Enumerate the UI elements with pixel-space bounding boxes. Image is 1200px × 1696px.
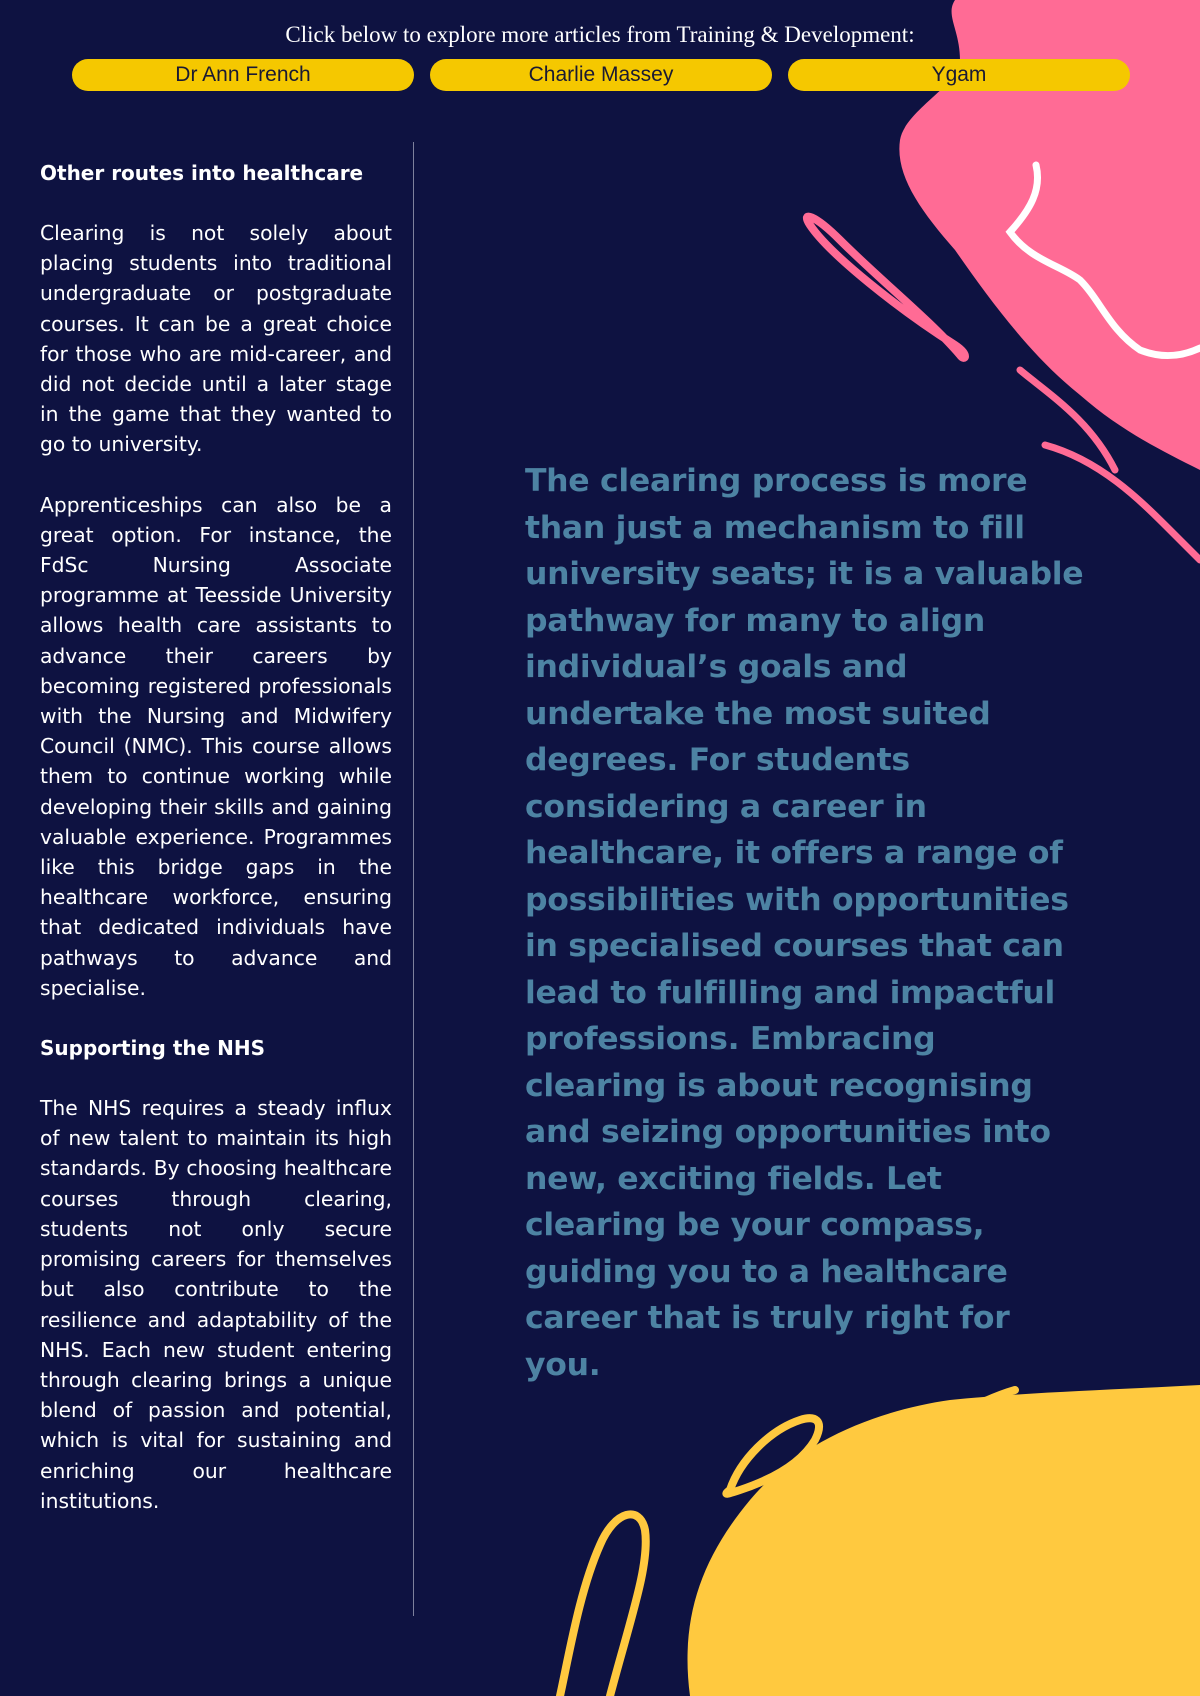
dr-ann-french-button[interactable]: Dr Ann French <box>72 59 414 91</box>
article-body <box>40 158 392 1546</box>
charlie-massey-button[interactable]: Charlie Massey <box>430 59 772 91</box>
pull-quote: The clearing process is more than just a mechanism to fill university seats; it is a valuable pathway for many to align individual’s goals and undertake the most suited degrees. For students considering a career in healthcare, it offers a range of possibilities with opportunities in specialised courses that can lead to fulfilling and impactful professions. Embracing clearing is about recognising and seizing opportunities into new, exciting fields. Let clearing be your compass, guiding you to a healthcare career that is truly right for you. <box>525 463 1084 1383</box>
article-paragraph: The NHS requires a steady influx of new talent to maintain its high standards. By choosing healthcare courses through clearing, students not only secure promising careers for themselves but also contribute to the resilience and adaptability of the NHS. Each new student entering through clearing brings a unique blend of passion and potential, which is vital for sustaining and enriching our healthcare institutions. <box>40 1096 392 1513</box>
yellow-hook <box>560 1514 646 1696</box>
column-divider <box>413 142 414 1616</box>
section-heading: Other routes into healthcare <box>40 161 364 185</box>
article-button-row <box>72 59 1130 91</box>
section-heading: Supporting the NHS <box>40 1036 266 1061</box>
article-paragraph: Clearing is not solely about placing students into traditional undergraduate or postgraduate courses. It can be a great choice for those who are mid-career, and did not decide until a later stage in the game that they wanted to go to university. <box>40 221 392 457</box>
ygam-button[interactable]: Ygam <box>788 59 1130 91</box>
article-paragraph: Apprenticeships can also be a great option. For instance, the FdSc Nursing Associate programme at Teesside University allows health care assistants to advance their careers by becoming registered professionals with the Nursing and Midwifery Council (NMC). This course allows them to continue working while developing their skills and gaining valuable experience. Programmes like this bridge gaps in the healthcare workforce, ensuring that dedicated individuals have pathways to advance and specialise. <box>40 492 392 1000</box>
yellow-blob <box>688 1385 1200 1696</box>
pink-loop <box>807 217 965 358</box>
explore-intro-text: Click below to explore more articles from Training & Development: <box>285 22 915 47</box>
explore-bar <box>0 22 1200 86</box>
